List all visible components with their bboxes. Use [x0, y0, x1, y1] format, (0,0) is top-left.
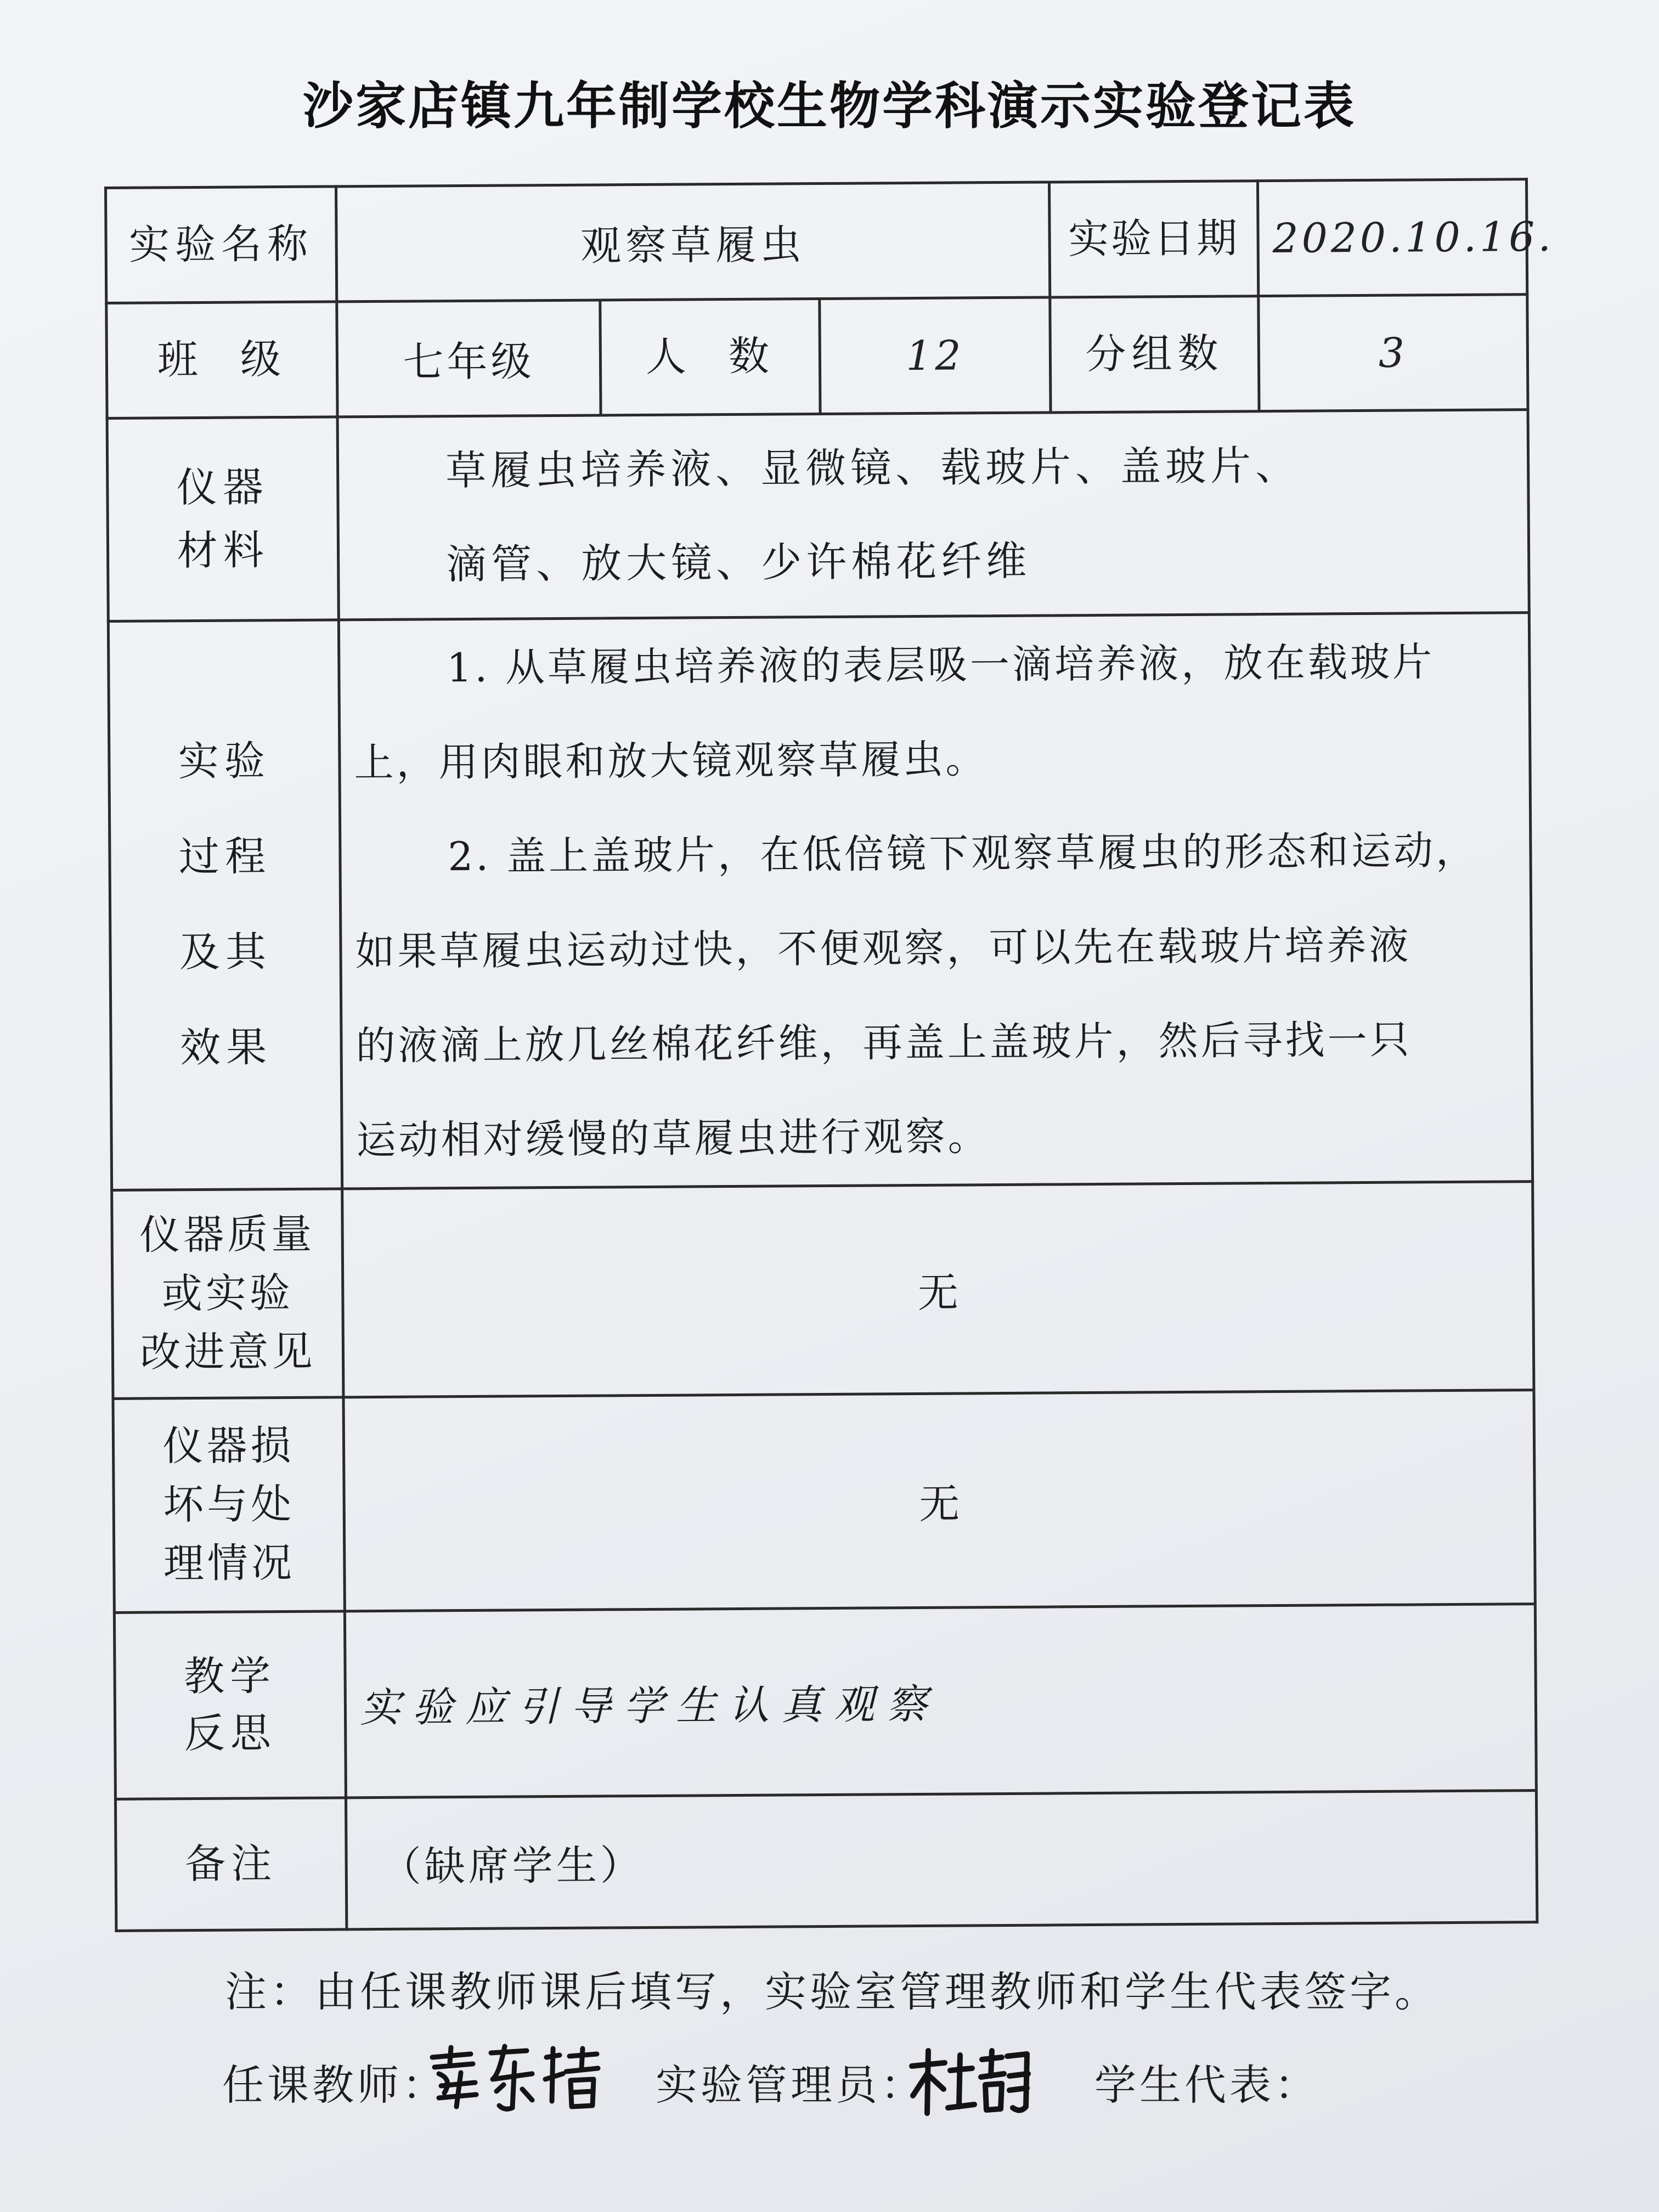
quality-label-line: 仪器质量	[139, 1210, 315, 1259]
group-count-label: 分组数	[1050, 296, 1259, 413]
experiment-name-label: 实验名称	[106, 187, 337, 303]
materials-label	[107, 417, 338, 622]
damage-label	[113, 1397, 345, 1613]
process-label-line: 及其	[179, 928, 272, 977]
student-count-value: 12	[820, 297, 1051, 414]
class-value: 七年级	[337, 300, 601, 417]
reflection-label-line: 教学	[183, 1652, 276, 1701]
class-label: 班 级	[106, 302, 337, 419]
admin-signature	[905, 2043, 1031, 2120]
row-quality	[112, 1182, 1534, 1399]
process-line: 1. 从草履虫培养液的表层吸一滴培养液，放在载玻片	[447, 639, 1435, 691]
row-damage	[113, 1390, 1535, 1613]
teacher-signature-label: 任课教师：	[222, 2061, 447, 2109]
process-label	[108, 620, 342, 1190]
quality-value: 无	[342, 1182, 1534, 1397]
group-count-value: 3	[1259, 295, 1528, 411]
quality-label	[112, 1189, 343, 1399]
materials-label-line: 材料	[177, 526, 269, 574]
row-reflection	[114, 1604, 1536, 1799]
experiment-date-value: 2020.10.16.	[1257, 179, 1527, 296]
row-remarks	[115, 1791, 1537, 1931]
process-line: 上，用肉眼和放大镜观察草履虫。	[354, 736, 988, 786]
damage-value: 无	[343, 1390, 1535, 1611]
row-class-info	[106, 295, 1528, 419]
damage-label-line: 理情况	[163, 1539, 296, 1588]
teacher-signature	[422, 2041, 603, 2118]
signature-row	[222, 2041, 1539, 2123]
experiment-name-value: 观察草履虫	[336, 182, 1050, 302]
process-line: 运动相对缓慢的草履虫进行观察。	[356, 1113, 990, 1164]
materials-line: 草履虫培养液、显微镜、载玻片、盖玻片、	[445, 442, 1301, 495]
process-label-line: 过程	[178, 833, 272, 881]
row-process	[108, 613, 1532, 1190]
process-label-line: 效果	[179, 1024, 273, 1072]
process-line: 的液滴上放几丝棉花纤维，再盖上盖玻片，然后寻找一只	[356, 1016, 1412, 1069]
registration-table	[104, 178, 1555, 1932]
form-title: 沙家店镇九年制学校生物学科演示实验登记表	[302, 77, 1356, 136]
experiment-date-label: 实验日期	[1049, 181, 1258, 297]
row-materials	[107, 410, 1529, 622]
damage-label-line: 坏与处	[162, 1480, 295, 1529]
reflection-value: 实验应引导学生认真观察	[345, 1604, 1536, 1798]
process-label-line: 实验	[178, 737, 271, 786]
row-experiment-name	[106, 179, 1527, 303]
student-count-label: 人 数	[600, 299, 820, 415]
footnote: 注：由任课教师课后填写，实验室管理教师和学生代表签字。	[225, 1967, 1440, 2016]
materials-label-line: 仪器	[176, 463, 269, 512]
remarks-label: 备注	[115, 1798, 346, 1931]
admin-signature-label: 实验管理员：	[656, 2061, 926, 2109]
process-line: 2. 盖上盖玻片，在低倍镜下观察草履虫的形态和运动，	[448, 827, 1479, 880]
materials-value	[337, 410, 1529, 620]
process-content	[338, 613, 1532, 1189]
damage-label-line: 仪器损	[162, 1421, 295, 1470]
materials-line: 滴管、放大镜、少许棉花纤维	[445, 537, 1031, 588]
reflection-label	[114, 1611, 346, 1799]
quality-label-line: 改进意见	[140, 1328, 316, 1376]
remarks-value: （缺席学生）	[346, 1791, 1537, 1929]
student-signature-label: 学生代表：	[1094, 2061, 1319, 2109]
process-line: 如果草履虫运动过快，不便观察，可以先在载玻片培养液	[355, 922, 1412, 975]
quality-label-line: 或实验	[161, 1269, 294, 1318]
reflection-label-line: 反思	[184, 1709, 276, 1757]
